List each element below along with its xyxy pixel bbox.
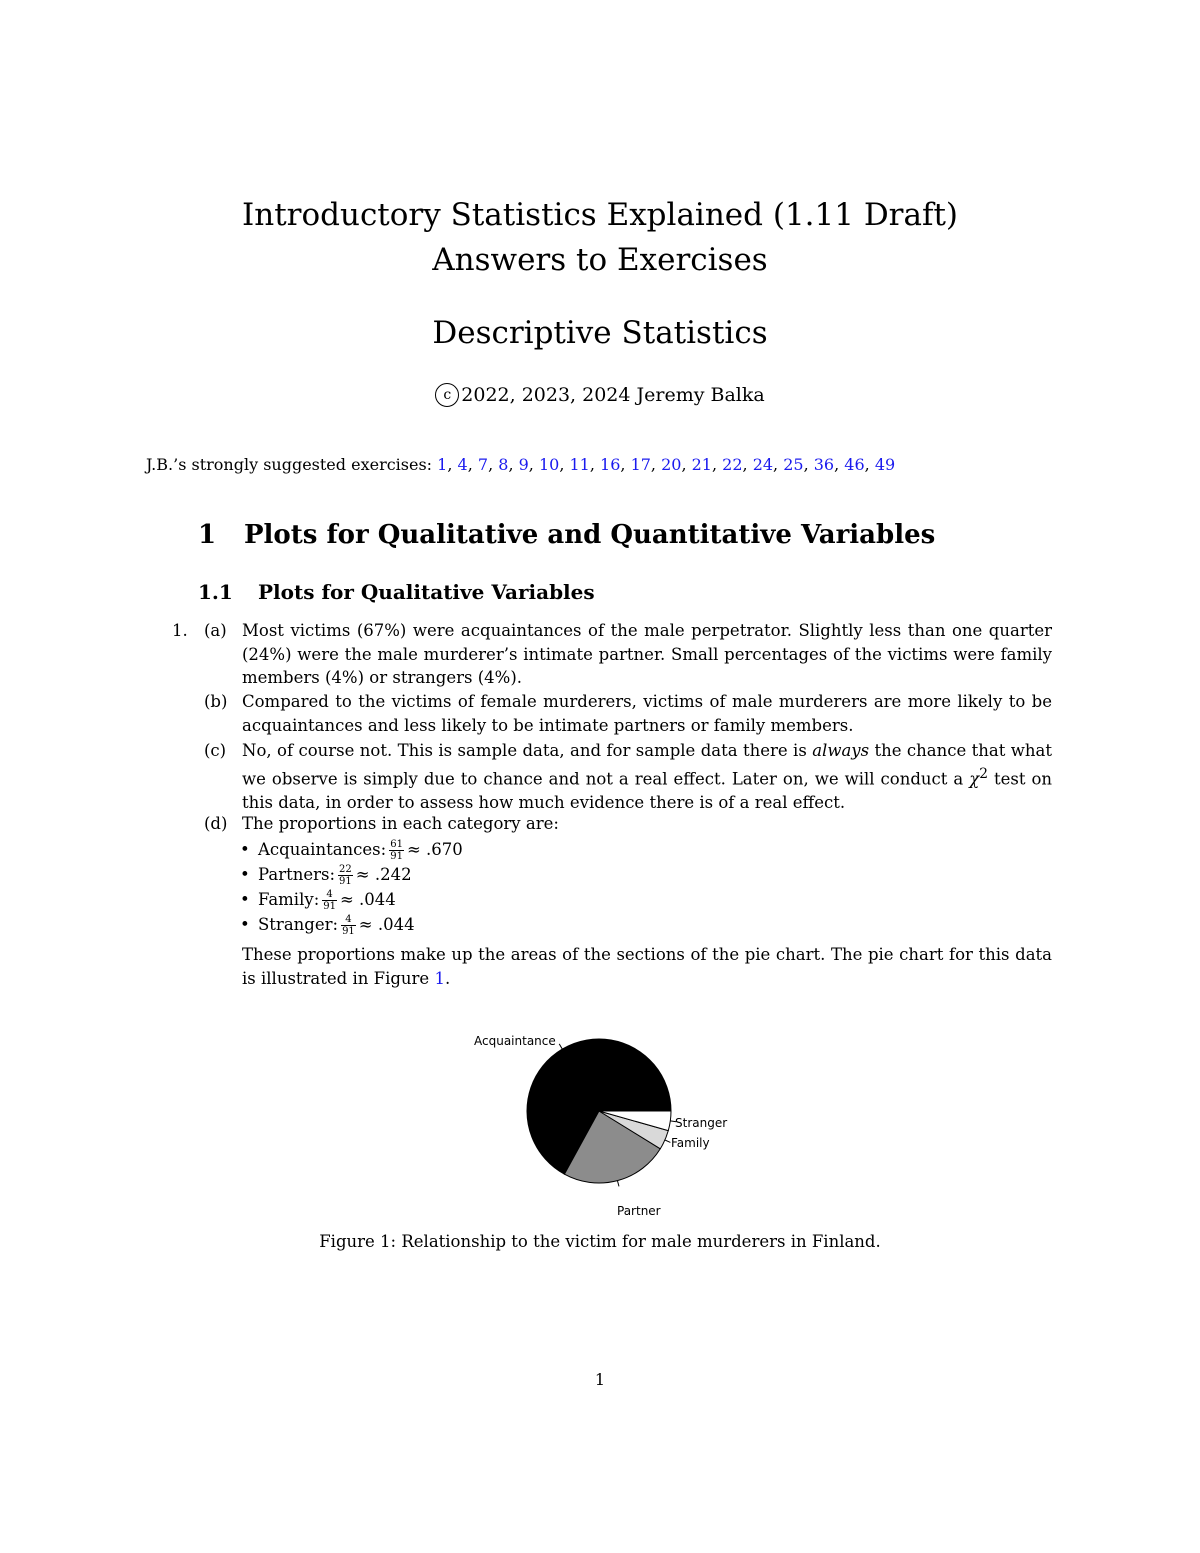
copyright-text: 2022, 2023, 2024 Jeremy Balka bbox=[461, 384, 765, 406]
copyright-icon: c bbox=[435, 383, 459, 407]
fraction: $\frac{22}{91}$ bbox=[339, 864, 352, 887]
answer-d-intro: The proportions in each category are: bbox=[242, 814, 559, 833]
answer-c-text-1: No, of course not. This is sample data, and for sample data there is bbox=[242, 741, 813, 760]
answer-b-text: Compared to the victims of female murderers, victims of male murderers are more likely to be acquaintances and less likely to be intimate partners or family members. bbox=[242, 692, 1052, 735]
exercise-link-4[interactable]: 4 bbox=[457, 455, 468, 474]
page-number: 1 bbox=[594, 1370, 606, 1389]
exercise-link-9[interactable]: 9 bbox=[518, 455, 529, 474]
answer-a-label: (a) bbox=[204, 621, 227, 640]
chapter-title: Descriptive Statistics bbox=[432, 315, 768, 351]
exercise-link-7[interactable]: 7 bbox=[477, 455, 489, 474]
section-title: Plots for Qualitative and Quantitative Variables bbox=[244, 520, 936, 550]
exercise-link-11[interactable]: 11 bbox=[569, 455, 590, 474]
answer-c-label: (c) bbox=[204, 741, 227, 760]
chi-exponent: 2 bbox=[979, 765, 988, 782]
exercise-link-36[interactable]: 36 bbox=[813, 455, 835, 474]
answer-c bbox=[204, 739, 1053, 814]
answer-d-closing: These proportions make up the areas of the sections of the pie chart. The pie chart for this data is illustrated in Figure 1. bbox=[242, 945, 1052, 988]
fraction: $\frac{4}{91}$ bbox=[342, 914, 355, 937]
document-subtitle: Answers to Exercises bbox=[432, 242, 768, 278]
fraction: $\frac{4}{91}$ bbox=[323, 889, 336, 912]
exercise-link-16[interactable]: 16 bbox=[600, 455, 621, 474]
exercise-link-1[interactable]: 1 bbox=[437, 455, 448, 474]
answer-a bbox=[204, 619, 1052, 690]
exercise-link-8[interactable]: 8 bbox=[498, 455, 509, 474]
document-title: Introductory Statistics Explained (1.11 Draft) bbox=[241, 197, 958, 233]
suggested-exercises bbox=[146, 455, 895, 474]
pie-label-acquaintance: Acquaintance bbox=[474, 1034, 556, 1048]
answer-c-text-2: the chance that what we observe is simply due to chance and not a real effect. Later on, we will conduct a bbox=[242, 741, 1052, 788]
pie-label-partner: Partner bbox=[617, 1204, 661, 1218]
answer-d-label: (d) bbox=[204, 814, 228, 833]
copyright-line bbox=[0, 383, 1200, 407]
pie-label-tick bbox=[617, 1181, 619, 1187]
answer-a-text: Most victims (67%) were acquaintances of the male perpetrator. Slightly less than one quarter (24%) were the male murderer’s intimate partner. Small percentages of the victims were family members (4%) or strangers (4%). bbox=[242, 621, 1052, 687]
suggested-label: J.B.’s strongly suggested exercises: bbox=[146, 455, 433, 474]
exercise-link-25[interactable]: 25 bbox=[783, 455, 804, 474]
pie-label-stranger: Stranger bbox=[675, 1116, 728, 1130]
list-item: • Acquaintances: $\frac{61}{91}$ ≈ .670 bbox=[258, 838, 463, 862]
exercise-link-list: 1, 4, 7, 8, 9, 10, 11, 16, 17, 20, 21, 22, 24, 25, 36, 46, 49 bbox=[437, 455, 896, 474]
answer-b-label: (b) bbox=[204, 692, 228, 711]
exercise-link-24[interactable]: 24 bbox=[752, 455, 774, 474]
section-heading bbox=[198, 520, 935, 550]
fraction: $\frac{61}{91}$ bbox=[390, 839, 403, 862]
exercise-link-46[interactable]: 46 bbox=[844, 455, 865, 474]
answer-b bbox=[204, 690, 1052, 737]
pie-chart bbox=[460, 1025, 760, 1218]
exercise-link-10[interactable]: 10 bbox=[538, 455, 560, 474]
answer-c-text-3: test on this data, in order to assess how much evidence there is of a real effect. bbox=[242, 769, 1053, 812]
subsection-number: 1.1 bbox=[198, 580, 233, 604]
exercise-link-21[interactable]: 21 bbox=[691, 455, 712, 474]
figure-reference-link[interactable]: 1 bbox=[434, 968, 445, 988]
section-number: 1 bbox=[198, 520, 217, 550]
exercise-link-20[interactable]: 20 bbox=[661, 455, 682, 474]
subsection-heading bbox=[198, 580, 595, 604]
pie-label-tick bbox=[665, 1140, 670, 1142]
chi-symbol: χ bbox=[969, 769, 980, 788]
exercise-link-49[interactable]: 49 bbox=[874, 455, 896, 474]
answer-d bbox=[204, 812, 1052, 836]
pie-label-family: Family bbox=[671, 1136, 710, 1150]
exercise-link-22[interactable]: 22 bbox=[722, 455, 743, 474]
subsection-title: Plots for Qualitative Variables bbox=[258, 580, 595, 604]
answer-c-emphasis: always bbox=[812, 741, 870, 760]
list-item: • Stranger: $\frac{4}{91}$ ≈ .044 bbox=[258, 913, 415, 937]
figure-caption: Figure 1: Relationship to the victim for male murderers in Finland. bbox=[319, 1232, 881, 1251]
list-item: • Family: $\frac{4}{91}$ ≈ .044 bbox=[258, 888, 396, 912]
exercise-number: 1. bbox=[172, 621, 188, 640]
list-item: • Partners: $\frac{22}{91}$ ≈ .242 bbox=[258, 863, 412, 887]
exercise-link-17[interactable]: 17 bbox=[630, 455, 651, 474]
pie-label-tick bbox=[559, 1044, 562, 1049]
